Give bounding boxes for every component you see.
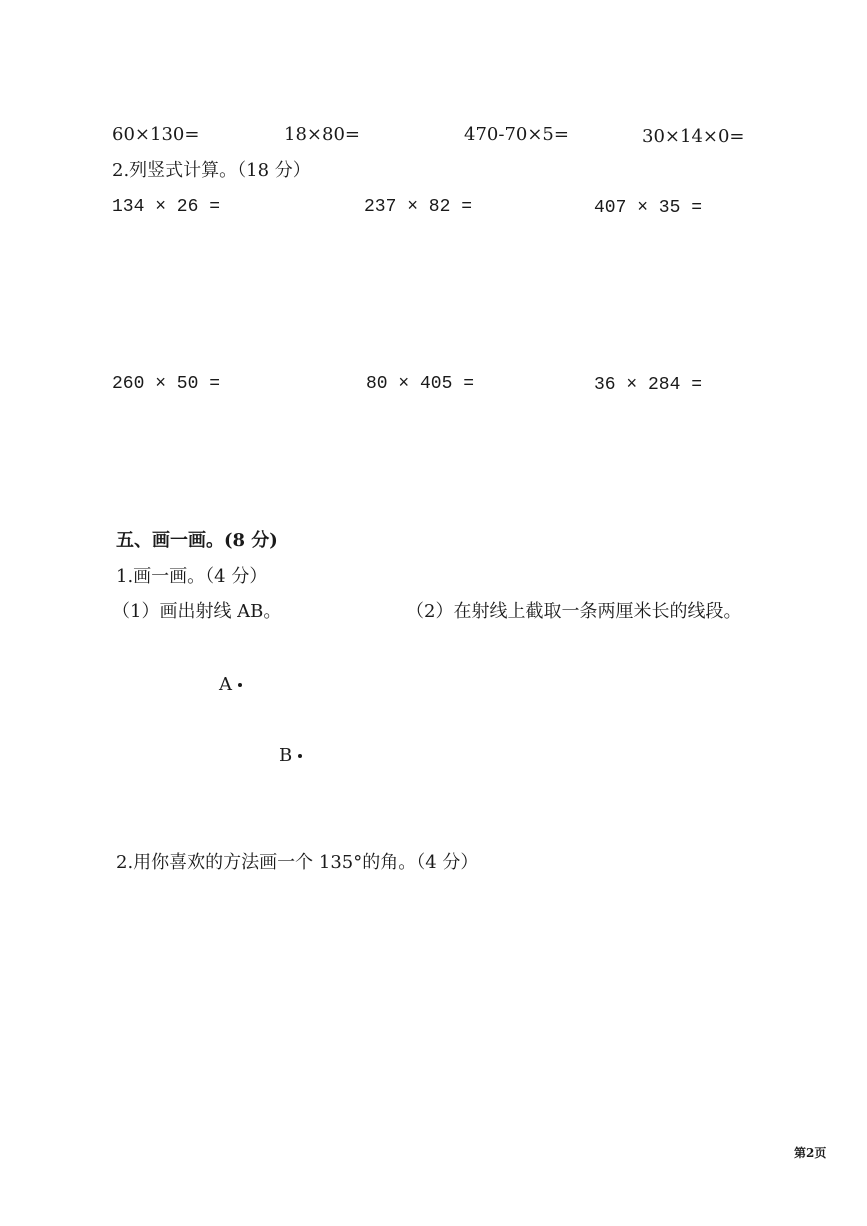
section5-q2-heading: 2.用你喜欢的方法画一个 135°的角。（4 分） — [116, 852, 479, 873]
oral-calc-item-3: 470-70×5= — [464, 124, 569, 145]
point-a-label: A — [219, 674, 242, 696]
vertical-calc-problem-3: 407 × 35 = — [594, 198, 703, 218]
oral-calc-item-1: 60×130= — [112, 124, 200, 145]
section5-q1-part2: （2）在射线上截取一条两厘米长的线段。 — [406, 601, 742, 622]
page-number: 第2页 — [794, 1146, 827, 1160]
vertical-calc-problem-2: 237 × 82 = — [364, 197, 473, 217]
vertical-calc-problem-6: 36 × 284 = — [594, 375, 703, 395]
oral-calc-item-4: 30×14×0= — [642, 126, 745, 147]
vertical-calc-problem-4: 260 × 50 = — [112, 374, 221, 394]
vertical-calc-problem-1: 134 × 26 = — [112, 197, 221, 217]
vertical-calc-problem-5: 80 × 405 = — [366, 374, 475, 394]
vertical-calc-heading: 2.列竖式计算。（18 分） — [112, 160, 311, 181]
oral-calc-item-2: 18×80= — [284, 124, 360, 145]
section5-heading: 五、画一画。(8 分) — [116, 530, 278, 551]
section5-q1-part1: （1）画出射线 AB。 — [112, 601, 282, 622]
point-b-label: B — [279, 745, 302, 767]
section5-q1-heading: 1.画一画。（4 分） — [116, 566, 268, 587]
